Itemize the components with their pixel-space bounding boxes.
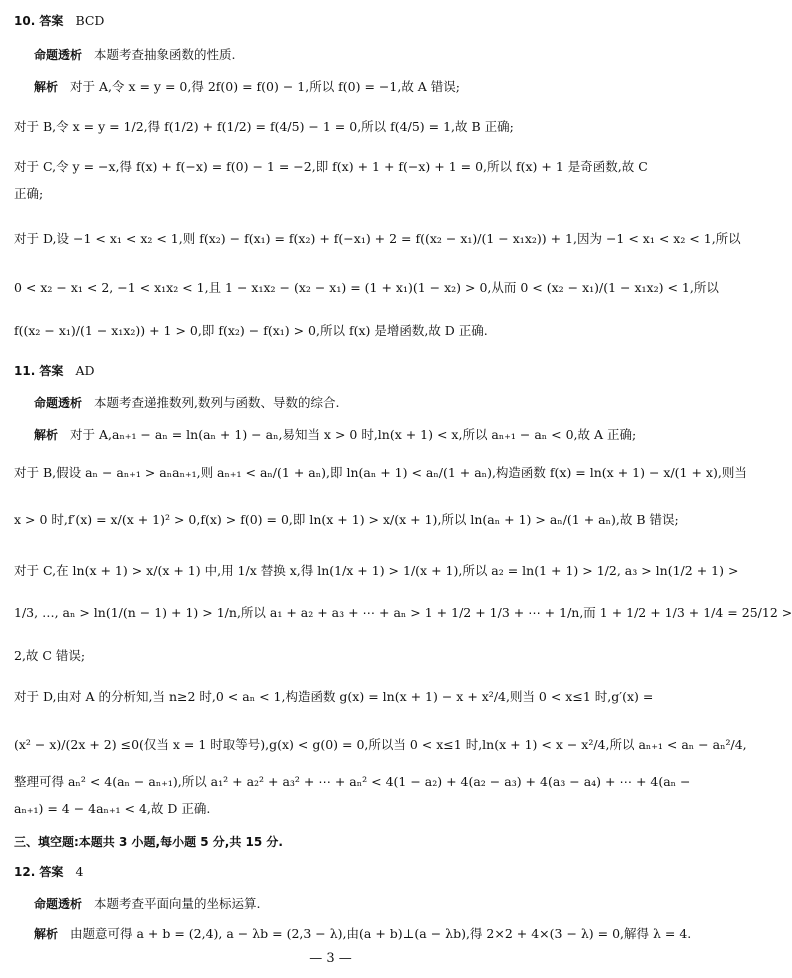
q11-line-2: 对于 B,假设 aₙ − aₙ₊₁ > aₙaₙ₊₁,则 aₙ₊₁ < aₙ/(1 + aₙ),即 ln(aₙ + 1) < aₙ/(1 + aₙ),构造函数 f(x) = ln(x + 1) − x/(1 + x),则当 (14, 465, 747, 480)
q10-line-1: 解析 对于 A,令 x = y = 0,得 2f(0) = f(0) − 1,所以 f(0) = −1,故 A 错误; (34, 79, 461, 94)
q12-analysis: 命题透析 本题考查平面向量的坐标运算. (34, 896, 261, 911)
q10-line-2: 对于 B,令 x = y = 1/2,得 f(1/2) + f(1/2) = f(4/5) − 1 = 0,所以 f(4/5) = 1,故 B 正确; (14, 119, 514, 134)
q10-analysis: 命题透析 本题考查抽象函数的性质. (34, 47, 236, 62)
q11-line-1: 解析 对于 A,aₙ₊₁ − aₙ = ln(aₙ + 1) − aₙ,易知当 x > 0 时,ln(x + 1) < x,所以 aₙ₊₁ − aₙ < 0,故 A 正确; (34, 427, 637, 442)
page-number: — 3 — (309, 951, 352, 966)
q10-line-3: 对于 C,令 y = −x,得 f(x) + f(−x) = f(0) − 1 = −2,即 f(x) + 1 + f(−x) + 1 = 0,所以 f(x) + 1 是奇函数,故 C (14, 159, 648, 174)
q11-line-5: 1/3, …, aₙ > ln(1/(n − 1) + 1) > 1/n,所以 a₁ + a₂ + a₃ + ⋯ + aₙ > 1 + 1/2 + 1/3 + ⋯ + 1/n,而 1 + 1/2 + 1/3 + 1/4 = 25/12 > (14, 605, 792, 620)
q10-heading: 10. 答案 BCD (14, 13, 105, 28)
q10-line-4: 正确; (14, 186, 44, 201)
section-three-heading: 三、填空题:本题共 3 小题,每小题 5 分,共 15 分. (14, 835, 283, 849)
q10-line-6: 0 < x₂ − x₁ < 2, −1 < x₁x₂ < 1,且 1 − x₁x₂ − (x₂ − x₁) = (1 + x₁)(1 − x₂) > 0,从而 0 < (x₂ − x₁)/(1 − x₁x₂) < 1,所以 (14, 280, 719, 295)
q10-line-5: 对于 D,设 −1 < x₁ < x₂ < 1,则 f(x₂) − f(x₁) = f(x₂) + f(−x₁) + 2 = f((x₂ − x₁)/(1 − x₁x₂)) + 1,因为 −1 < x₁ < x₂ < 1,所以 (14, 231, 741, 246)
q10-line-7: f((x₂ − x₁)/(1 − x₁x₂)) + 1 > 0,即 f(x₂) − f(x₁) > 0,所以 f(x) 是增函数,故 D 正确. (14, 323, 488, 338)
q11-line-10: aₙ₊₁) = 4 − 4aₙ₊₁ < 4,故 D 正确. (14, 801, 211, 816)
q11-heading: 11. 答案 AD (14, 363, 95, 378)
q11-line-9: 整理可得 aₙ² < 4(aₙ − aₙ₊₁),所以 a₁² + a₂² + a₃² + ⋯ + aₙ² < 4(1 − a₂) + 4(a₂ − a₃) + 4(a₃ − a₄) + ⋯ + 4(aₙ − (14, 774, 691, 789)
q11-line-8: (x² − x)/(2x + 2) ≤0(仅当 x = 1 时取等号),g(x) < g(0) = 0,所以当 0 < x≤1 时,ln(x + 1) < x − x²/4,所以 aₙ₊₁ < aₙ − aₙ²/4, (14, 737, 747, 752)
q12-heading: 12. 答案 4 (14, 864, 84, 879)
q11-analysis: 命题透析 本题考查递推数列,数列与函数、导数的综合. (34, 395, 340, 410)
q11-line-4: 对于 C,在 ln(x + 1) > x/(x + 1) 中,用 1/x 替换 x,得 ln(1/x + 1) > 1/(x + 1),所以 a₂ = ln(1 + 1) > 1/2, a₃ > ln(1/2 + 1) > (14, 563, 739, 578)
q11-line-6: 2,故 C 错误; (14, 648, 86, 663)
q11-line-3: x > 0 时,f′(x) = x/(x + 1)² > 0,f(x) > f(0) = 0,即 ln(x + 1) > x/(x + 1),所以 ln(aₙ + 1) > aₙ/(1 + aₙ),故 B 错误; (14, 512, 679, 527)
q11-line-7: 对于 D,由对 A 的分析知,当 n≥2 时,0 < aₙ < 1,构造函数 g(x) = ln(x + 1) − x + x²/4,则当 0 < x≤1 时,g′(x) = (14, 689, 654, 704)
q12-line-1: 解析 由题意可得 a + b = (2,4), a − λb = (2,3 − λ),由(a + b)⊥(a − λb),得 2×2 + 4×(3 − λ) = 0,解得 λ = 4. (34, 926, 692, 941)
